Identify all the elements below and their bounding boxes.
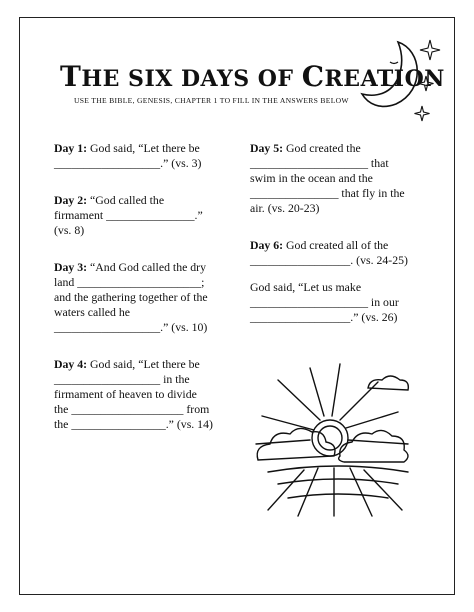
- question-day-2: [54, 193, 234, 238]
- question-day-6: [250, 238, 430, 268]
- question-text: “God called the firmament _______________.” (vs. 8): [54, 193, 203, 237]
- day-label: Day 6:: [250, 238, 284, 252]
- question-day-5: [250, 141, 430, 216]
- day-label: Day 4:: [54, 357, 88, 371]
- questions-left-column: [54, 141, 234, 454]
- worksheet-title: [60, 60, 445, 93]
- sun-and-clouds-illustration: [248, 360, 428, 520]
- question-day-6-man: [250, 280, 430, 325]
- question-text: God created the ____________________ that swim in the ocean and the _______________ that fly in the air. (vs. 20-23): [250, 141, 405, 215]
- question-text: “And God called the dry land _____________________; and the gathering together of the waters called he __________________.” (vs. 10): [54, 260, 208, 334]
- day-label: Day 1:: [54, 141, 88, 155]
- day-label: Day 3:: [54, 260, 88, 274]
- title-part-1: HE SIX DAYS OF: [81, 66, 302, 92]
- question-text: God said, “Let there be __________________ in the firmament of heaven to divide the ___________________ from the ________________.” (vs. 14): [54, 357, 213, 431]
- questions-right-column: [250, 141, 430, 347]
- worksheet-subtitle: USE THE BIBLE, GENESIS, CHAPTER 1 TO FILL IN THE ANSWERS BELOW: [74, 96, 349, 105]
- title-initial-c: C: [301, 60, 325, 93]
- question-text: God said, “Let there be __________________.” (vs. 3): [54, 141, 202, 170]
- day-label: Day 5:: [250, 141, 284, 155]
- question-day-3: [54, 260, 234, 335]
- question-day-4: [54, 357, 234, 432]
- day-label: Day 2:: [54, 193, 88, 207]
- moon-and-stars-illustration: [360, 32, 442, 122]
- question-day-1: [54, 141, 234, 171]
- title-part-2: REATION: [324, 66, 445, 92]
- question-text: God said, “Let us make ____________________ in our _________________.” (vs. 26): [250, 280, 399, 324]
- question-text: God created all of the _________________. (vs. 24-25): [250, 238, 408, 267]
- title-initial-t: T: [60, 60, 82, 93]
